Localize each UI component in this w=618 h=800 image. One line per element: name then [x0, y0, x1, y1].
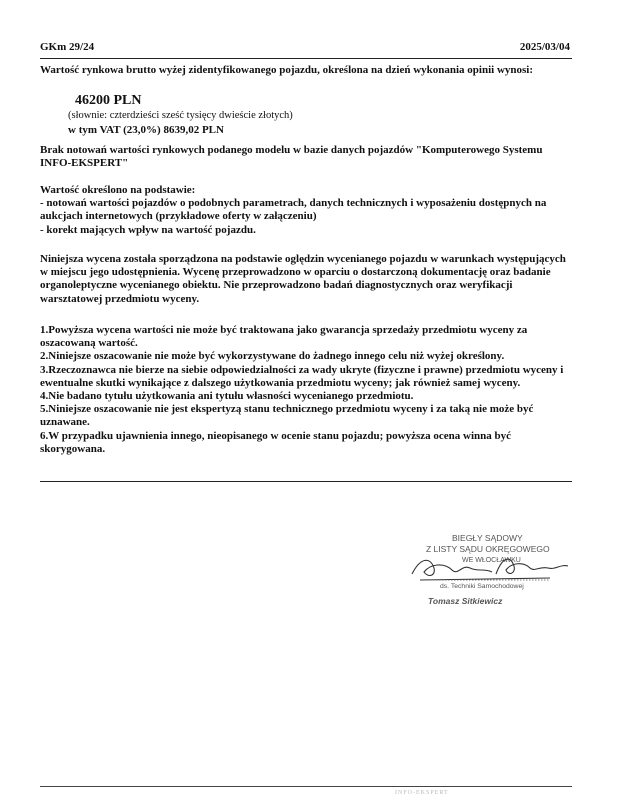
vat-amount: w tym VAT (23,0%) 8639,02 PLN [68, 124, 224, 136]
clauses-divider [40, 481, 572, 482]
stamp-line-1: BIEGŁY SĄDOWY [452, 533, 523, 543]
stamp-line-4: ds. Techniki Samochodowej [440, 583, 524, 590]
clause-item: 5.Niniejsze oszacowanie nie jest ekspertyzą stanu technicznego przedmiotu wyceny i za taką nie może być uznawane. [40, 403, 534, 429]
clauses-list [40, 324, 574, 456]
basis-title: Wartość określono na podstawie: [40, 184, 196, 196]
expert-stamp [400, 528, 590, 608]
footer-faint-text: INFO-EKSPERT [395, 790, 449, 796]
footer-divider [40, 786, 572, 787]
valuation-intro: Wartość rynkowa brutto wyżej zidentyfikowanego pojazdu, określona na dzień wykonania opinii wynosi: [40, 64, 534, 76]
basis-item: - notowań wartości pojazdów o podobnych parametrach, danych technicznych i wyposażeniu dostępnych na aukcjach internetowych (przykładowe oferty w załączeniu) [40, 197, 547, 223]
stamp-line-3: WE WŁOCŁAWKU [462, 557, 521, 564]
valuation-amount: 46200 PLN [75, 93, 142, 108]
document-date: 2025/03/04 [519, 41, 570, 53]
document-reference: GKm 29/24 [40, 41, 95, 53]
conditions-paragraph: Niniejsza wycena została sporządzona na podstawie oględzin wycenianego pojazdu w warunkach występujących w miejscu jego udostępnienia. Wycenę przeprowadzono w oparciu o dostarczoną dokumentację oraz badanie organoleptyczne wycenianego obiektu. Nie przeprowadzono badań diagnostycznych oraz weryfikacji warsztatowej przedmiotu wyceny. [40, 253, 566, 305]
clause-item: 6.W przypadku ujawnienia innego, nieopisanego w ocenie stanu pojazdu; powyższa ocena winna być skorygowana. [40, 429, 512, 455]
stamp-name: Tomasz Sitkiewicz [428, 596, 503, 606]
clause-item: 3.Rzeczoznawca nie bierze na siebie odpowiedzialności za wady ukryte (fizyczne i prawne) przedmiotu wyceny i ewentualne skutki wynikające z dalszego użytkowania przedmiotu wyceny; jak również samej wyceny. [40, 363, 564, 389]
clause-item: 4.Nie badano tytułu użytkowania ani tytułu własności wycenianego przedmiotu. [40, 390, 414, 403]
clause-item: 1.Powyższa wycena wartości nie może być traktowana jako gwarancja sprzedaży przedmiotu wyceny za oszacowaną wartość. [40, 324, 528, 350]
no-listing-note: Brak notowań wartości rynkowych podanego modelu w bazie danych pojazdów "Komputerowego Systemu INFO-EKSPERT" [40, 144, 543, 170]
stamp-line-2: Z LISTY SĄDU OKRĘGOWEGO [426, 544, 550, 554]
header-divider [40, 58, 572, 59]
valuation-basis [40, 184, 574, 237]
basis-item: - korekt mających wpływ na wartość pojazdu. [40, 223, 256, 236]
clause-item: 2.Niniejsze oszacowanie nie może być wykorzystywane do żadnego innego celu niż wyżej określony. [40, 350, 505, 363]
amount-in-words: (słownie: czterdzieści sześć tysięcy dwieście złotych) [68, 110, 293, 121]
